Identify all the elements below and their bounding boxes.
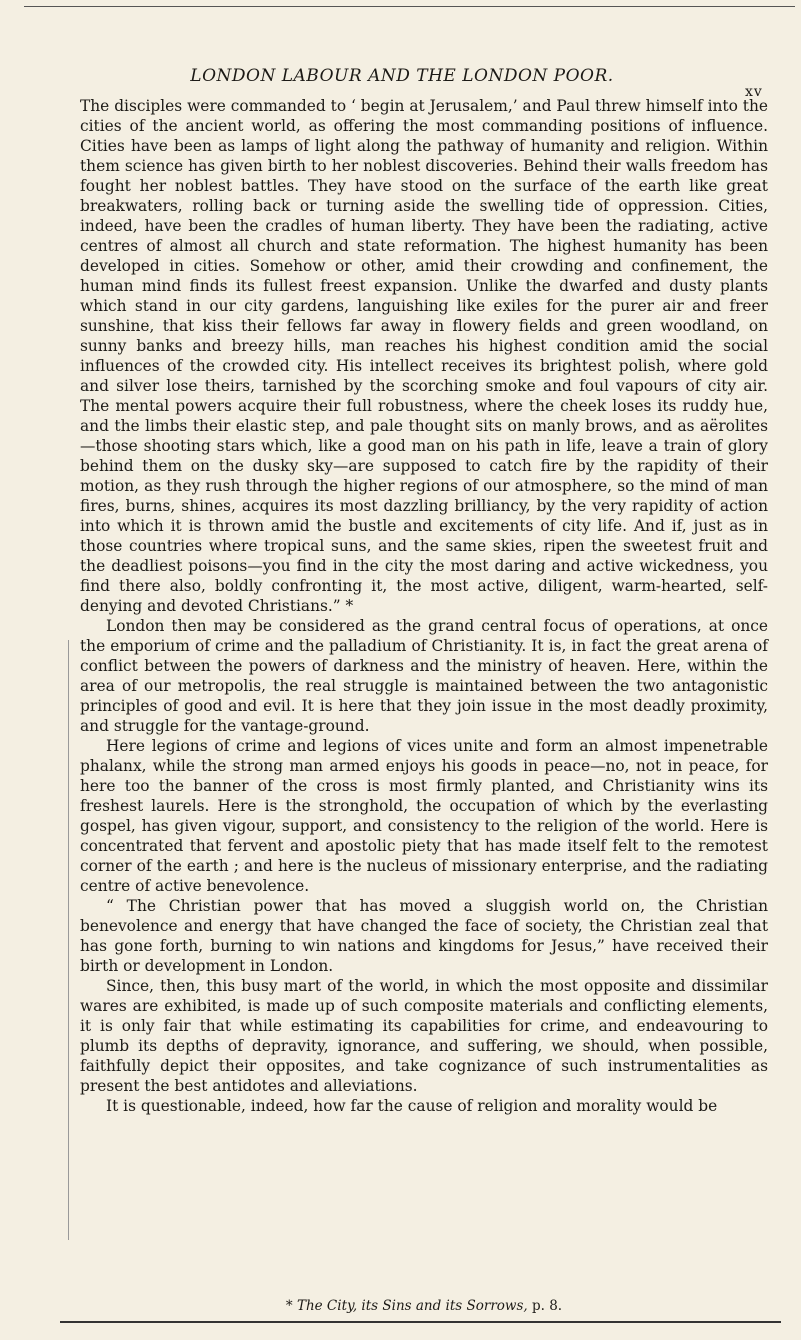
paragraph: Since, then, this busy mart of the world, in which the most opposite and dissimilar wares are exhibited, is made up of such composite materials and conflicting elements, it is only fair that while estimating its capabilities for crime, and endeavouring to plumb its depths of depravity, ignorance, and suffering, we should, when possible, faithfully depict their opposites, and take cognizance of such instrumentalities as present the best antidotes and alleviations. [80,977,768,1095]
paragraph: The disciples were commanded to ‘ begin at Jerusalem,’ and Paul threw himself into the cities of the ancient world, as offering the most commanding positions of influence. Cities have been as lamps of light along the pathway of humanity and religion. Within them science has given birth to her noblest discoveries. Behind their walls freedom has fought her noblest battles. They have stood on the surface of the earth like great breakwaters, rolling back or turning aside the swelling tide of oppression. Cities, indeed, have been the cradles of human liberty. They have been the radiating, active centres of almost all church and state reformation. The highest humanity has been developed in cities. Somehow or other, amid their crowding and confinement, the human mind finds its fullest freest expansion. Unlike the dwarfed and dusty plants which stand in our city gardens, languishing like exiles for the purer air and freer sunshine, that kiss their fellows far away in flowery fields and green woodland, on sunny banks and breezy hills, man reaches his highest condition amid the social influences of the crowded city. His intellect receives its brightest polish, where gold and silver lose theirs, tarnished by the scorching smoke and foul vapours of city air. The mental powers acquire their full robustness, where the cheek loses its ruddy hue, and the limbs their elastic step, and pale thought sits on manly brows, and as aërolites—those shooting stars which, like a good man on his path in life, leave a train of glory behind them on the dusky sky—are supposed to catch fire by the rapidity of their motion, as they rush through the higher regions of our atmosphere, so the mind of man fires, burns, shines, acquires its most dazzling brilliancy, by the very rapidity of action into which it is thrown amid the bustle and excitements of city life. And if, just as in those countries where tropical suns, and the same skies, ripen the sweetest fruit and the deadliest poisons—you find in the city the most daring and active wickedness, you find there also, boldly confronting it, the most active, diligent, warm-hearted, self-denying and devoted Christians.” * [80,97,768,615]
footnote [80,1298,768,1314]
paragraph: London then may be considered as the grand central focus of operations, at once the emporium of crime and the palladium of Christianity. It is, in fact the great arena of conflict between the powers of darkness and the ministry of heaven. Here, within the area of our metropolis, the real struggle is maintained between the two antagonistic principles of good and evil. It is here that they join issue in the most deadly proximity, and struggle for the vantage-ground. [80,617,768,735]
page-number: xv [745,84,763,100]
paragraph: It is questionable, indeed, how far the cause of religion and morality would be [106,1097,718,1115]
body-text [80,96,768,1116]
top-edge-rule [24,6,795,7]
running-header: LONDON LABOUR AND THE LONDON POOR. [190,66,614,86]
footnote-marker: * [285,1298,293,1314]
paragraph: “ The Christian power that has moved a sluggish world on, the Christian benevolence and energy that have changed the face of society, the Christian zeal that has gone forth, burning to win nations and kingdoms for Jesus,” have received their birth or development in London. [80,897,768,975]
paragraph: Here legions of crime and legions of vices unite and form an almost impenetrable phalanx, while the strong man armed enjoys his goods in peace—no, not in peace, for here too the banner of the cross is most firmly planted, and Christianity wins its freshest laurels. Here is the stronghold, the occupation of which by the everlasting gospel, has given vigour, support, and consistency to the religion of the world. Here is concentrated that fervent and apostolic piety that has made itself felt to the remotest corner of the earth ; and here is the nucleus of missionary enterprise, and the radiating centre of active benevolence. [80,737,768,895]
footnote-page-ref: p. 8. [531,1298,563,1314]
bottom-edge-rule [60,1321,781,1323]
footnote-title: The City, its Sins and its Sorrows, [296,1298,528,1314]
page-gutter-shadow [68,640,69,1240]
